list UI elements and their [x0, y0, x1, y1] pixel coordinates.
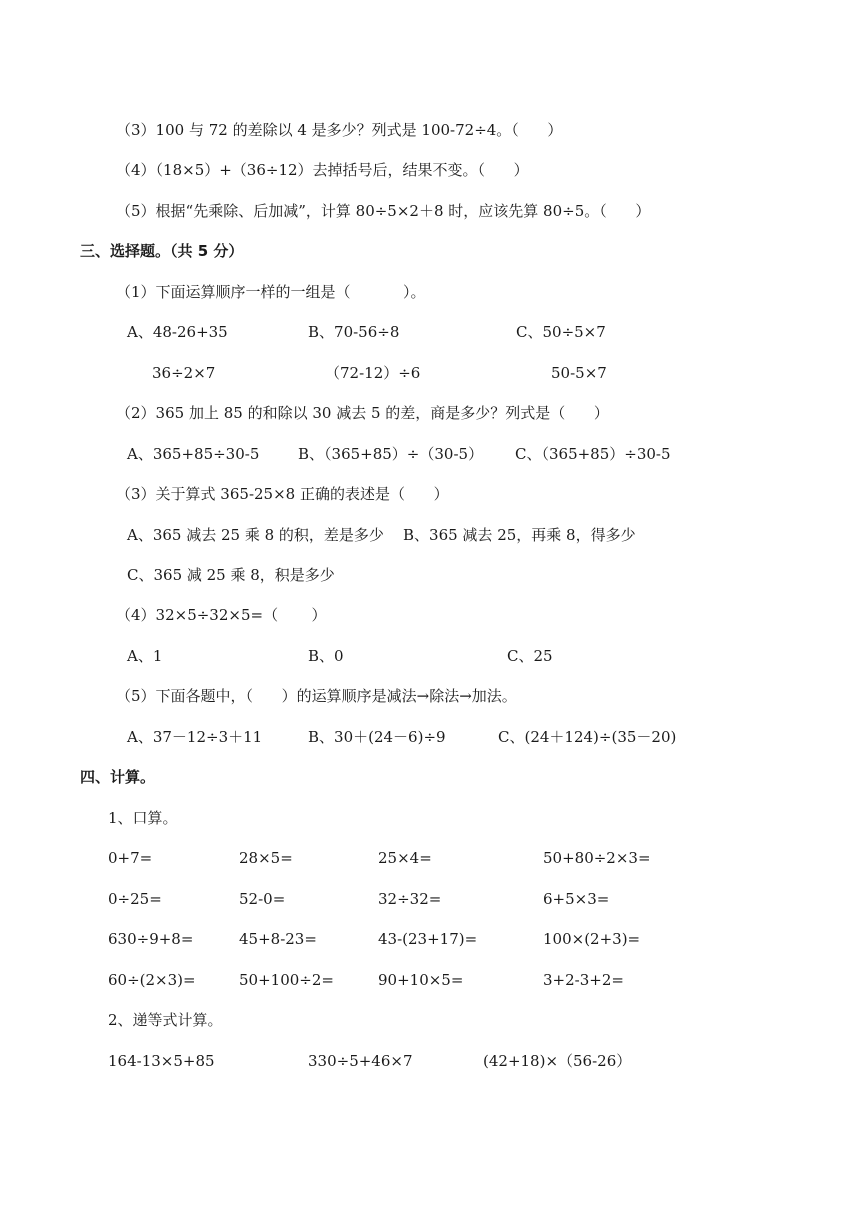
choice-q3-option-c: C、365 减 25 乘 8，积是多少 [127, 566, 335, 584]
choice-q1-stem: （1）下面运算顺序一样的一组是（ ）。 [116, 283, 426, 301]
choice-q5-option-a: A、37－12÷3＋11 [127, 728, 263, 746]
oral-item: 43-(23+17)= [378, 930, 478, 948]
oral-item: 60÷(2×3)= [108, 971, 196, 989]
oral-item: 50+100÷2= [239, 971, 334, 989]
oral-item: 100×(2+3)= [543, 930, 641, 948]
judge-question-3: （3）100 与 72 的差除以 4 是多少？列式是 100-72÷4。（ ） [116, 121, 563, 139]
choice-q2-stem: （2）365 加上 85 的和除以 30 减去 5 的差，商是多少？列式是（ ） [116, 404, 609, 422]
oral-item: 90+10×5= [378, 971, 464, 989]
choice-q2-option-a: A、365+85÷30-5 [127, 445, 260, 463]
choice-q1-option-b-line2: （72-12）÷6 [325, 364, 421, 382]
oral-item: 6+5×3= [543, 890, 610, 908]
choice-q5-option-b: B、30＋(24－6)÷9 [308, 728, 446, 746]
choice-q2-option-b: B、（365+85）÷（30-5） [298, 445, 484, 463]
section-3-title: 三、选择题。（共 5 分） [80, 242, 244, 260]
choice-q5-stem: （5）下面各题中，（ ）的运算顺序是减法→除法→加法。 [116, 687, 517, 705]
choice-q1-option-b: B、70-56÷8 [308, 323, 400, 341]
step-calc-item: 164-13×5+85 [108, 1052, 215, 1070]
step-calc-item: (42+18)×（56-26） [483, 1052, 632, 1070]
choice-q4-option-b: B、0 [308, 647, 344, 665]
choice-q4-stem: （4）32×5÷32×5=（ ） [116, 606, 327, 624]
oral-item: 25×4= [378, 849, 432, 867]
oral-item: 45+8-23= [239, 930, 317, 948]
choice-q1-option-a: A、48-26+35 [127, 323, 228, 341]
choice-q5-option-c: C、(24＋124)÷(35－20) [498, 728, 677, 746]
oral-item: 50+80÷2×3= [543, 849, 651, 867]
section-4-title: 四、计算。 [80, 768, 156, 786]
step-calc-item: 330÷5+46×7 [308, 1052, 413, 1070]
oral-item: 3+2-3+2= [543, 971, 624, 989]
choice-q3-options-ab: A、365 减去 25 乘 8 的积，差是多少 B、365 减去 25，再乘 8，得多少 [127, 526, 636, 544]
oral-item: 52-0= [239, 890, 286, 908]
choice-q1-option-c-line2: 50-5×7 [551, 364, 607, 382]
choice-q1-option-a-line2: 36÷2×7 [152, 364, 216, 382]
step-calc-label: 2、递等式计算。 [108, 1011, 223, 1029]
choice-q1-option-c: C、50÷5×7 [516, 323, 606, 341]
judge-question-4: （4）（18×5）+（36÷12）去掉括号后，结果不变。（ ） [116, 161, 529, 179]
choice-q4-option-a: A、1 [127, 647, 163, 665]
choice-q3-stem: （3）关于算式 365-25×8 正确的表述是（ ） [116, 485, 449, 503]
oral-item: 630÷9+8= [108, 930, 194, 948]
oral-item: 0÷25= [108, 890, 162, 908]
oral-item: 28×5= [239, 849, 293, 867]
oral-item: 32÷32= [378, 890, 442, 908]
oral-item: 0+7= [108, 849, 153, 867]
oral-calc-label: 1、口算。 [108, 809, 178, 827]
choice-q4-option-c: C、25 [507, 647, 553, 665]
choice-q2-option-c: C、（365+85）÷30-5 [515, 445, 671, 463]
judge-question-5: （5）根据“先乘除、后加减”，计算 80÷5×2＋8 时，应该先算 80÷5。（ ） [116, 202, 651, 220]
